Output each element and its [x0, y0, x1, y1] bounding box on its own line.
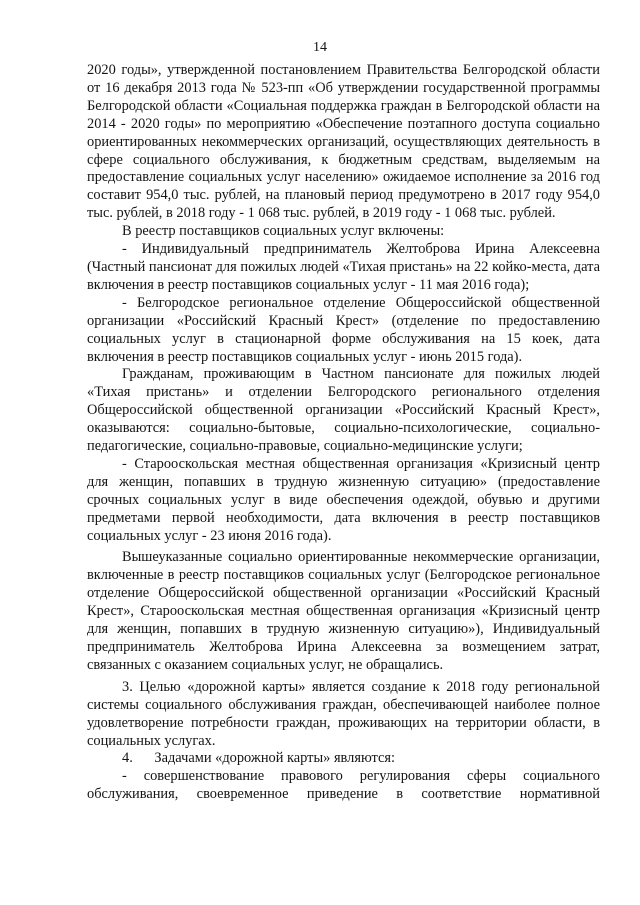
paragraph-red-cross: - Белгородское региональное отделение Общероссийской общественной организации «Российский Красный Крест» (отделение по предоставлению социальных услуг в стационарной форме обслуживания на 15 коек, дата включения в реестр поставщиков социальных услуг - июнь 2015 года). [87, 294, 600, 365]
paragraph-crisis-center: - Старооскольская местная общественная организация «Кризисный центр для женщин, попавших в трудную жизненную ситуацию» (предоставление срочных социальных услуг в виде обеспечения одеждой, обувью и другими предметами первой необходимости, дата включения в реестр поставщиков социальных услуг - 23 июня 2016 года). [87, 455, 600, 544]
paragraph-task-regulation: - совершенствование правового регулирования сферы социального обслуживания, своевременное приведение в соответствие нормативной [87, 768, 600, 803]
document-body [87, 62, 600, 804]
paragraph-no-reimbursement: Вышеуказанные социально ориентированные некоммерческие организации, включенные в реестр поставщиков социальных услуг (Белгородское региональное отделение Общероссийской общественной организации «Российский Красный Крест», Старооскольская местная общественная организация «Кризисный центр для женщин, попавших в трудную жизненную ситуацию»), Индивидуальный предприниматель Желтоброва Ирина Алексеевна за возмещением затрат, связанных с оказанием социальных услуг, не обращались. [87, 549, 600, 673]
paragraph-funding: 2020 годы», утвержденной постановлением Правительства Белгородской области от 16 декабря 2013 года № 523-пп «Об утверждении государственной программы Белгородской области «Социальная поддержка граждан в Белгородской области на 2014 - 2020 годы» по мероприятию «Обеспечение поэтапного доступа социально ориентированных некоммерческих организаций, осуществляющих деятельность в сфере социального обслуживания, к бюджетным средствам, выделяемым на предоставление социальных услуг населению» ожидаемое исполнение за 2016 год составит 954,0 тыс. рублей, на плановый период предумотрено в 2017 году 954,0 тыс. рублей, в 2018 году - 1 068 тыс. рублей, в 2019 году - 1 068 тыс. рублей. [87, 62, 600, 222]
paragraph-registry-intro: В реестр поставщиков социальных услуг включены: [122, 223, 445, 240]
paragraph-services: Гражданам, проживающим в Частном пансионате для пожилых людей «Тихая пристань» и отделении Белгородского регионального отделения Общероссийской общественной организации «Российский Красный Крест», оказываются: социально-бытовые, социально-психологические, социально-педагогические, социально-правовые, социально-медицинские услуги; [87, 366, 600, 455]
paragraph-goal: 3. Целью «дорожной карты» является создание к 2018 году региональной системы социального обслуживания граждан, обеспечивающей наиболее полное удовлетворение потребности граждан, проживающих на территории области, в социальных услугах. [87, 678, 600, 749]
paragraph-entrepreneur: - Индивидуальный предприниматель Желтоброва Ирина Алексеевна (Частный пансионат для пожилых людей «Тихая пристань» на 22 койко-места, дата включения в реестр поставщиков социальных услуг - 11 мая 2016 года); [87, 241, 600, 293]
page-number: 14 [313, 40, 327, 55]
paragraph-tasks-heading: 4. Задачами «дорожной карты» являются: [122, 750, 395, 767]
